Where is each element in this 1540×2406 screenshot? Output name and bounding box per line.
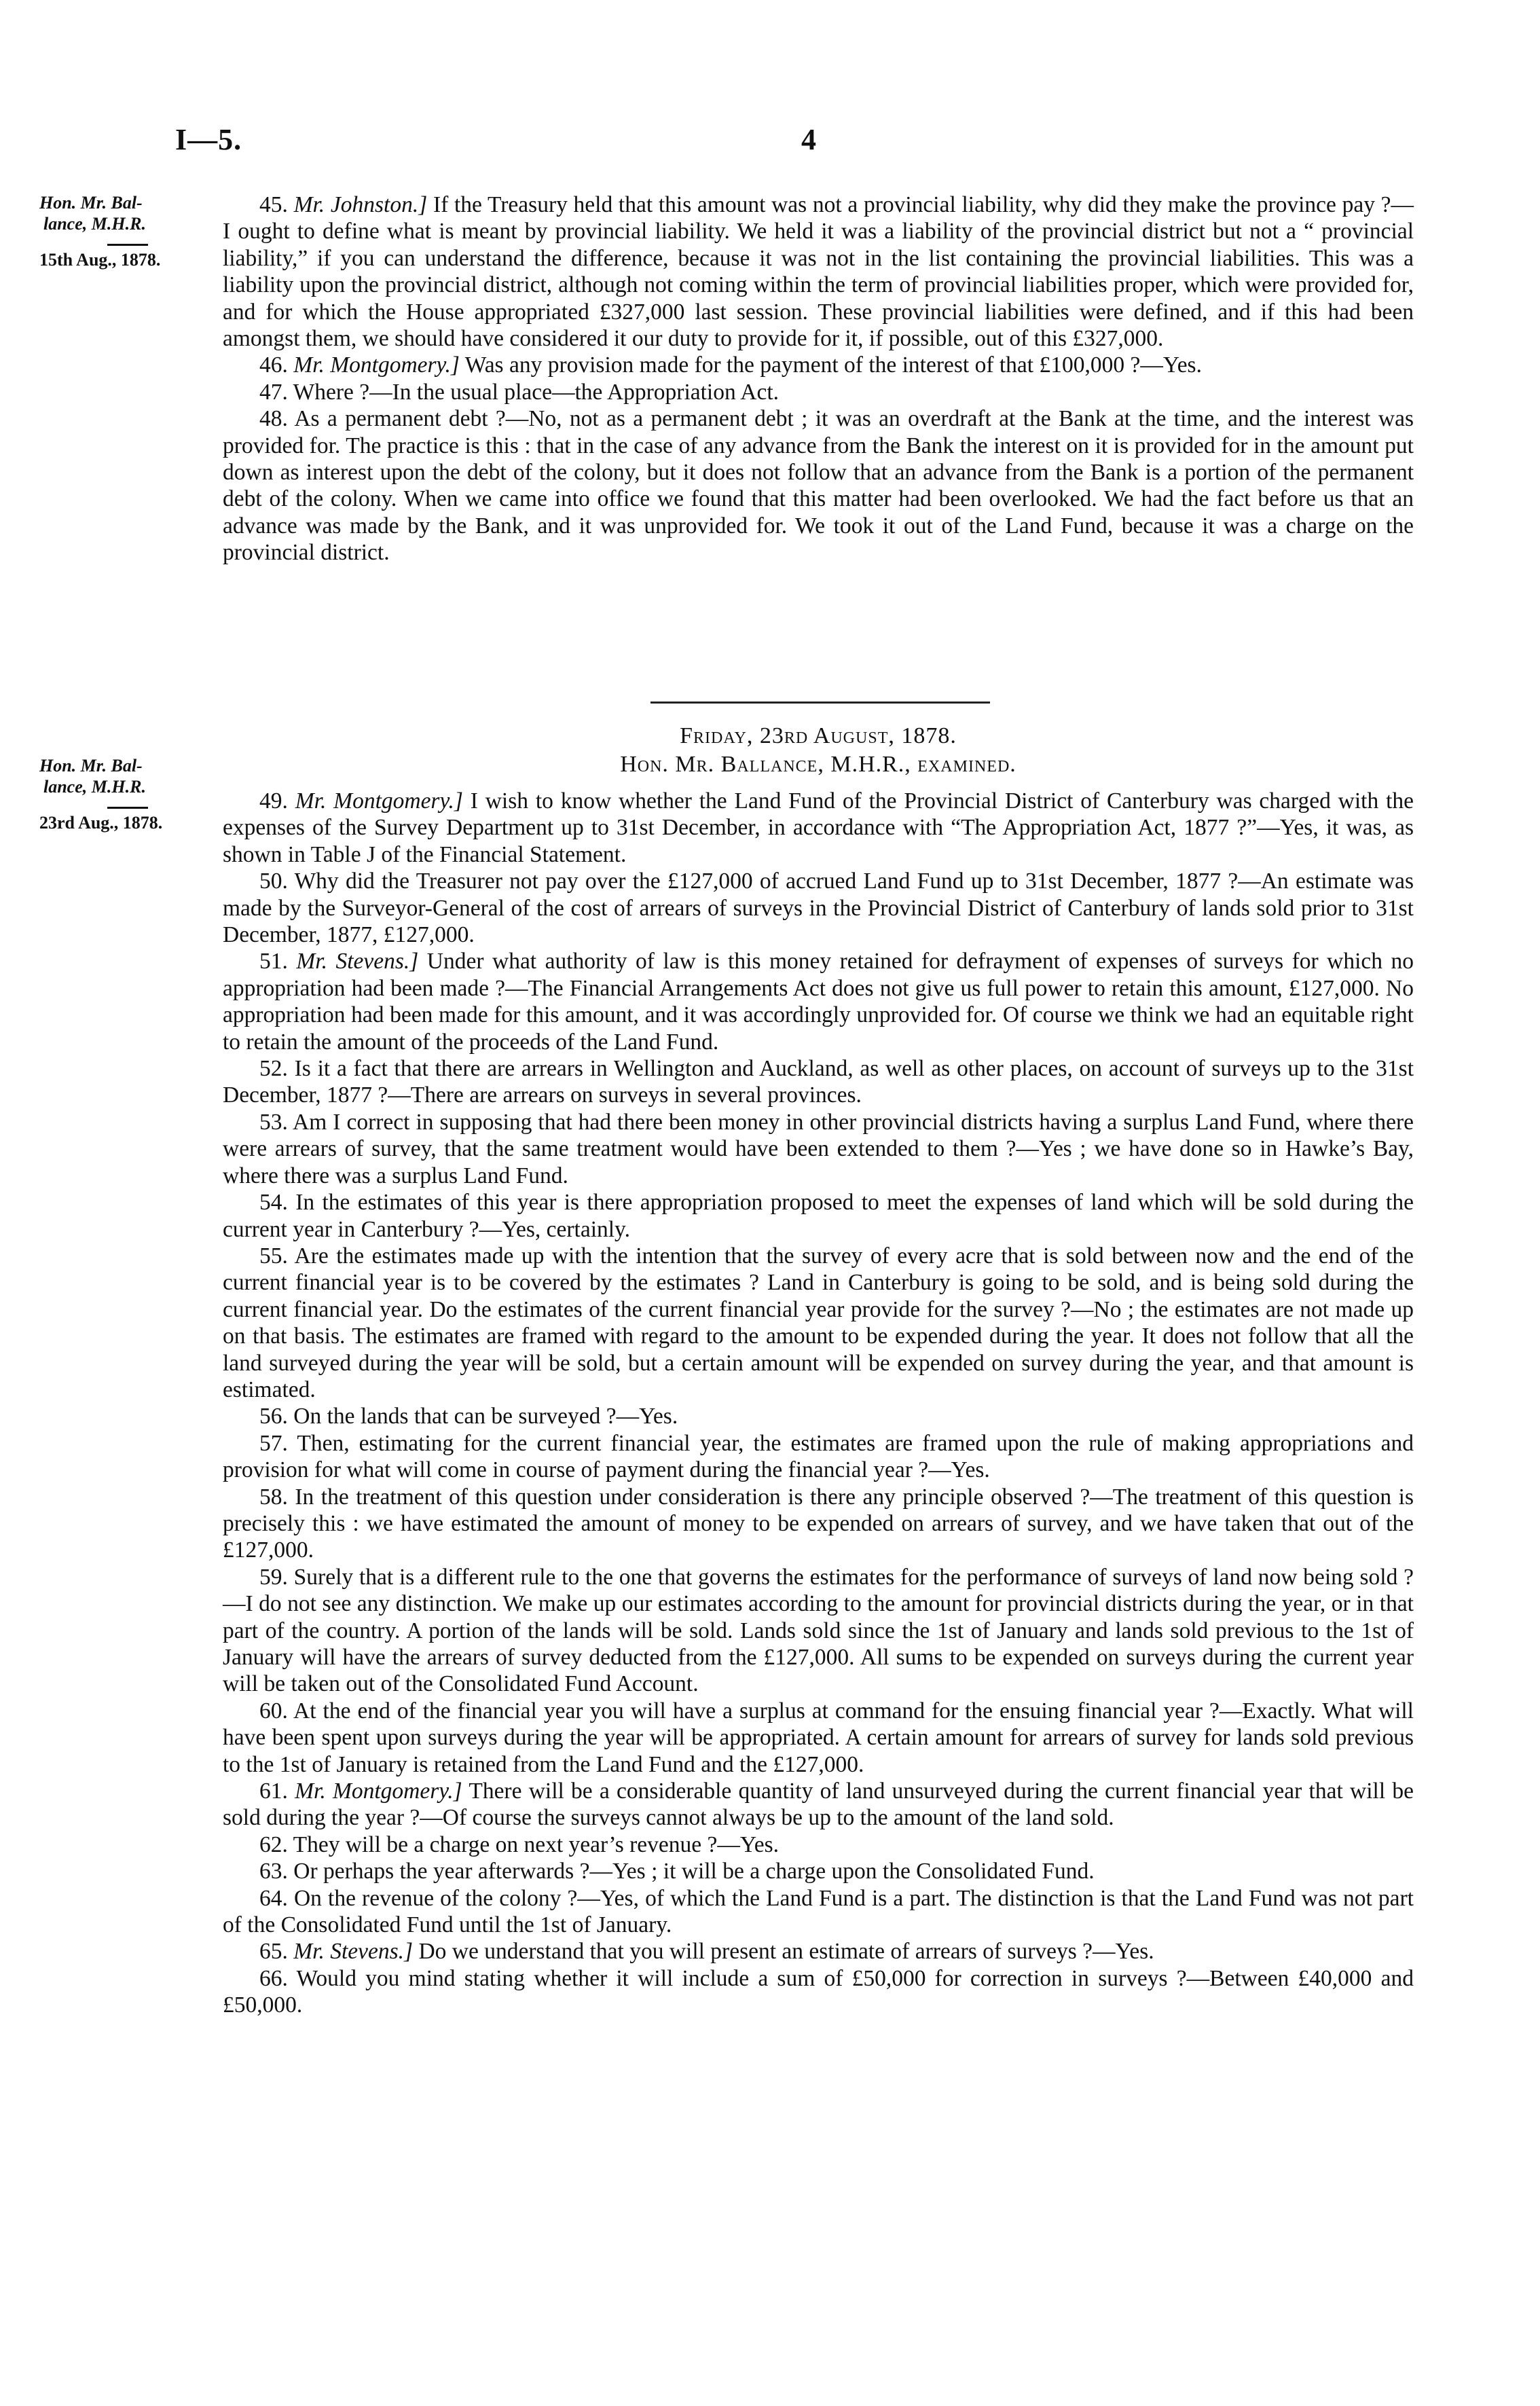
question-57: 57. Then, estimating for the current financial year, the estimates are framed upon the rule of making appropriations and provision for what will come in course of payment during the financial year ?—Yes. xyxy=(223,1430,1414,1483)
question-66: 66. Would you mind stating whether it will include a sum of £50,000 for correction in surveys ?—Between £40,000 and £50,000. xyxy=(223,1965,1414,2018)
q45-text: If the Treasury held that this amount was not a provincial liability, why did they make the province pay ?—I ought to define what is meant by provincial liability. We held it was a liability of the provincial district but not a “ provincial liability,” if you can understand the difference, because it was not in the list containing the provincial liabilities. This was a liability upon the provincial district, although not coming within the term of provincial liabilities proper, which were provided for, and for which the House appropriated £327,000 last session. These provincial liabilities were defined, and if this had been amongst them, we should have considered it our duty to provide for it, if possible, out of this £327,000. xyxy=(223,192,1414,352)
q46-number: 46. xyxy=(259,352,294,378)
q46-text: Was any provision made for the payment of the interest of that £100,000 ?—Yes. xyxy=(459,352,1202,378)
question-62: 62. They will be a charge on next year’s revenue ?—Yes. xyxy=(259,1831,780,1857)
margin-note-witness-1 xyxy=(39,192,223,270)
q61-number: 61. xyxy=(259,1779,295,1804)
q65-number: 65. xyxy=(259,1939,294,1965)
question-50: 50. Why did the Treasurer not pay over the £127,000 of accrued Land Fund up to 31st December, 1877 ?—An estimate was made by the Surveyor-General of the cost of arrears of surveys in the Provincial District of Canterbury of lands sold prior to 31st December, 1877, £127,000. xyxy=(223,869,1414,948)
margin-note-name-line1: Hon. Mr. Bal- xyxy=(39,193,143,213)
question-46 xyxy=(223,352,1414,378)
question-53: 53. Am I correct in supposing that had there been money in other provincial districts having a surplus Land Fund, where there were arrears of survey, that the same treatment would have been extended to them ?—Yes ; we have done so in Hawke’s Bay, where there was a surplus Land Fund. xyxy=(223,1109,1414,1188)
sitting-date-heading: Friday, 23rd August, 1878. xyxy=(680,723,957,748)
margin-note-name-line1: Hon. Mr. Bal- xyxy=(39,756,143,776)
q51-number: 51. xyxy=(259,949,297,974)
question-63: 63. Or perhaps the year afterwards ?—Yes ; it will be a charge upon the Consolidated Fund. xyxy=(259,1859,1095,1884)
q51-speaker: Mr. Stevens.] xyxy=(296,949,419,974)
witness-heading: Hon. Mr. Ballance, M.H.R., examined. xyxy=(620,752,1016,777)
question-47: 47. Where ?—In the usual place—the Appropriation Act. xyxy=(259,379,780,405)
margin-note-witness-2 xyxy=(39,755,223,833)
question-48: 48. As a permanent debt ?—No, not as a permanent debt ; it was an overdraft at the Bank at the time, and the interest was provided for. The practice is this : that in the case of any advance from the Bank the interest on it is provided for in the amount put down as interest upon the debt of the colony, but it does not follow that an advance from the Bank is a portion of the permanent debt of the colony. When we came into office we found that this matter had been overlooked. We had the fact before us that an advance was made by the Bank, and it was unprovided for. We took it out of the Land Fund, because it was a charge on the provincial district. xyxy=(223,406,1414,566)
q49-number: 49. xyxy=(259,788,295,814)
question-59: 59. Surely that is a different rule to the one that governs the estimates for the performance of surveys of land now being sold ?—I do not see any distinction. We make up our estimates according to the amount for provincial districts during the year, or in that part of the country. A portion of the lands will be sold. Lands sold since the 1st of January and lands sold previous to the 1st of January will have the arrears of survey deducted from the £127,000. All sums to be expended on surveys during the current year will be taken out of the Consolidated Fund Account. xyxy=(223,1564,1414,1697)
q61-speaker: Mr. Montgomery.] xyxy=(295,1779,462,1804)
section-divider xyxy=(650,701,990,704)
q61-text: There will be a considerable quantity of land unsurveyed during the current financial year that will be sold during the year ?—Of course the surveys cannot always be up to the amount of the land sold. xyxy=(223,1779,1414,1831)
margin-note-name-line2: lance, M.H.R. xyxy=(43,777,146,797)
question-55: 55. Are the estimates made up with the intention that the survey of every acre that is sold between now and the end of the current financial year is to be covered by the estimates ? Land in Canterbury is going to be sold, and is being sold during the current financial year. Do the estimates of the current financial year provide for the survey ?—No ; the estimates are not made up on that basis. The estimates are framed with regard to the amount to be expended during the year. It does not follow that all the land surveyed during the year will be sold, but a certain amount will be expended on survey during the year, and that amount is estimated. xyxy=(223,1243,1414,1402)
paper-reference: I—5. xyxy=(175,123,242,156)
question-56: 56. On the lands that can be surveyed ?—Yes. xyxy=(259,1404,678,1429)
question-61 xyxy=(223,1778,1414,1831)
question-64: 64. On the revenue of the colony ?—Yes, of which the Land Fund is a part. The distinction is that the Land Fund was not part of the Consolidated Fund until the 1st of January. xyxy=(223,1885,1414,1938)
question-58: 58. In the treatment of this question under consideration is there any principle observed ?—The treatment of this question is precisely this : we have estimated the amount of money to be expended on arrears of survey, and we have taken that out of the £127,000. xyxy=(223,1484,1414,1563)
q45-speaker: Mr. Johnston.] xyxy=(293,192,428,217)
question-45 xyxy=(223,192,1414,352)
question-65 xyxy=(223,1938,1414,1965)
page-number: 4 xyxy=(801,123,816,156)
margin-note-name-line2: lance, M.H.R. xyxy=(43,214,146,234)
question-51 xyxy=(223,948,1414,1055)
question-54: 54. In the estimates of this year is there appropriation proposed to meet the expenses of land which will be sold during the current year in Canterbury ?—Yes, certainly. xyxy=(223,1190,1414,1242)
q65-speaker: Mr. Stevens.] xyxy=(293,1939,414,1965)
q51-text: Under what authority of law is this money retained for defrayment of expenses of surveys for which no appropriation had been made ?—The Financial Arrangements Act does not give us full power to retain this amount, £127,000. No appropriation had been made for this amount, and it was accordingly unprovided for. Of course we think we had an equitable right to retain the amount of the proceeds of the Land Fund. xyxy=(223,949,1414,1055)
q65-text: Do we understand that you will present an estimate of arrears of surveys ?—Yes. xyxy=(413,1939,1154,1965)
section-2-text xyxy=(223,788,1414,2019)
q45-number: 45. xyxy=(259,192,294,217)
margin-note-date: 15th Aug., 1878. xyxy=(39,249,223,270)
section-1-text xyxy=(223,192,1414,566)
question-49 xyxy=(223,788,1414,868)
q49-text: I wish to know whether the Land Fund of the Provincial District of Canterbury was charged with the expenses of the Survey Department up to 31st December, in accordance with “The Appropriation Act, 1877 ?”—Yes, it was, as shown in Table J of the Financial Statement. xyxy=(223,788,1414,867)
q49-speaker: Mr. Montgomery.] xyxy=(295,788,463,814)
q46-speaker: Mr. Montgomery.] xyxy=(293,352,460,378)
question-60: 60. At the end of the financial year you will have a surplus at command for the ensuing financial year ?—Exactly. What will have been spent upon surveys during the year will be appropriated. A certain amount for arrears of survey for lands sold previous to the 1st of January is retained from the Land Fund and the £127,000. xyxy=(223,1698,1414,1777)
question-52: 52. Is it a fact that there are arrears in Wellington and Auckland, as well as other places, on account of surveys up to the 31st December, 1877 ?—There are arrears on surveys in several provinces. xyxy=(223,1056,1414,1108)
margin-note-date: 23rd Aug., 1878. xyxy=(39,812,223,833)
